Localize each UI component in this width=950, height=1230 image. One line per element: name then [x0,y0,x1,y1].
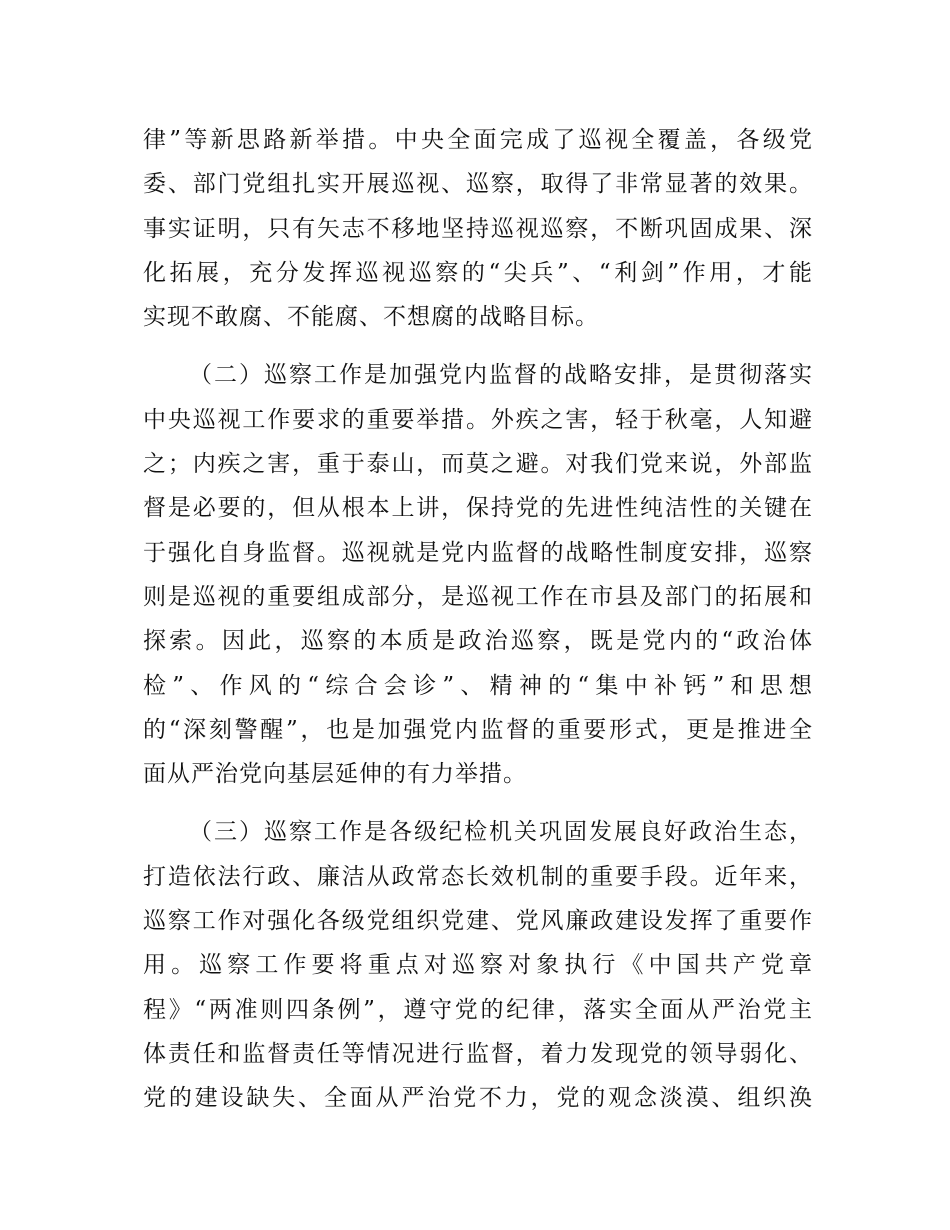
text-line: 体责任和监督责任等情况进行监督，着力发现党的领导弱化、 [143,1040,813,1067]
text-line: 探索。因此，巡察的本质是政治巡察，既是党内的“政治体 [143,628,813,655]
text-line: （三）巡察工作是各级纪检机关巩固发展良好政治生态， [189,819,813,846]
text-line: 律”等新思路新举措。中央全面完成了巡视全覆盖，各级党 [143,127,813,153]
text-line: 用。巡察工作要将重点对巡察对象执行《中国共产党章 [143,952,813,979]
text-line: 则是巡视的重要组成部分，是巡视工作在市县及部门的拓展和 [143,583,813,610]
text-line: 巡察工作对强化各级党组织党建、党风廉政建设发挥了重要作 [143,908,813,935]
text-line: 督是必要的，但从根本上讲，保持党的先进性纯洁性的关键在 [143,495,813,522]
text-line: 程》“两准则四条例”，遵守党的纪律，落实全面从严治党主 [143,996,813,1023]
text-line: 之；内疾之害，重于泰山，而莫之避。对我们党来说，外部监 [143,451,813,478]
text-line: 检”、作风的“综合会诊”、精神的“集中补钙”和思想 [143,672,813,699]
text-line: 实现不敢腐、不能腐、不想腐的战略目标。 [143,304,599,331]
paragraph-spacer [143,339,813,353]
text-line: 于强化自身监督。巡视就是党内监督的战略性制度安排，巡察 [143,539,813,566]
text-line: 的“深刻警醒”，也是加强党内监督的重要形式，更是推进全 [143,716,813,743]
paragraph-spacer [143,796,813,810]
paragraph-2 [143,353,813,796]
paragraph-1 [143,118,813,339]
text-line: 面从严治党向基层延伸的有力举措。 [143,761,527,788]
text-line: 化拓展，充分发挥巡视巡察的“尖兵”、“利剑”作用，才能 [143,259,813,286]
text-line: （二）巡察工作是加强党内监督的战略安排，是贯彻落实 [189,362,813,389]
text-line: 中央巡视工作要求的重要举措。外疾之害，轻于秋毫，人知避 [143,406,813,433]
text-line: 党的建设缺失、全面从严治党不力，党的观念淡漠、组织涣 [143,1085,813,1112]
text-line: 打造依法行政、廉洁从政常态长效机制的重要手段。近年来， [143,863,813,890]
paragraph-3 [143,810,813,1120]
document-body [143,118,813,1121]
text-line: 事实证明，只有矢志不移地坚持巡视巡察，不断巩固成果、深 [143,215,813,242]
text-line: 委、部门党组扎实开展巡视、巡察，取得了非常显著的效果。 [143,171,813,198]
